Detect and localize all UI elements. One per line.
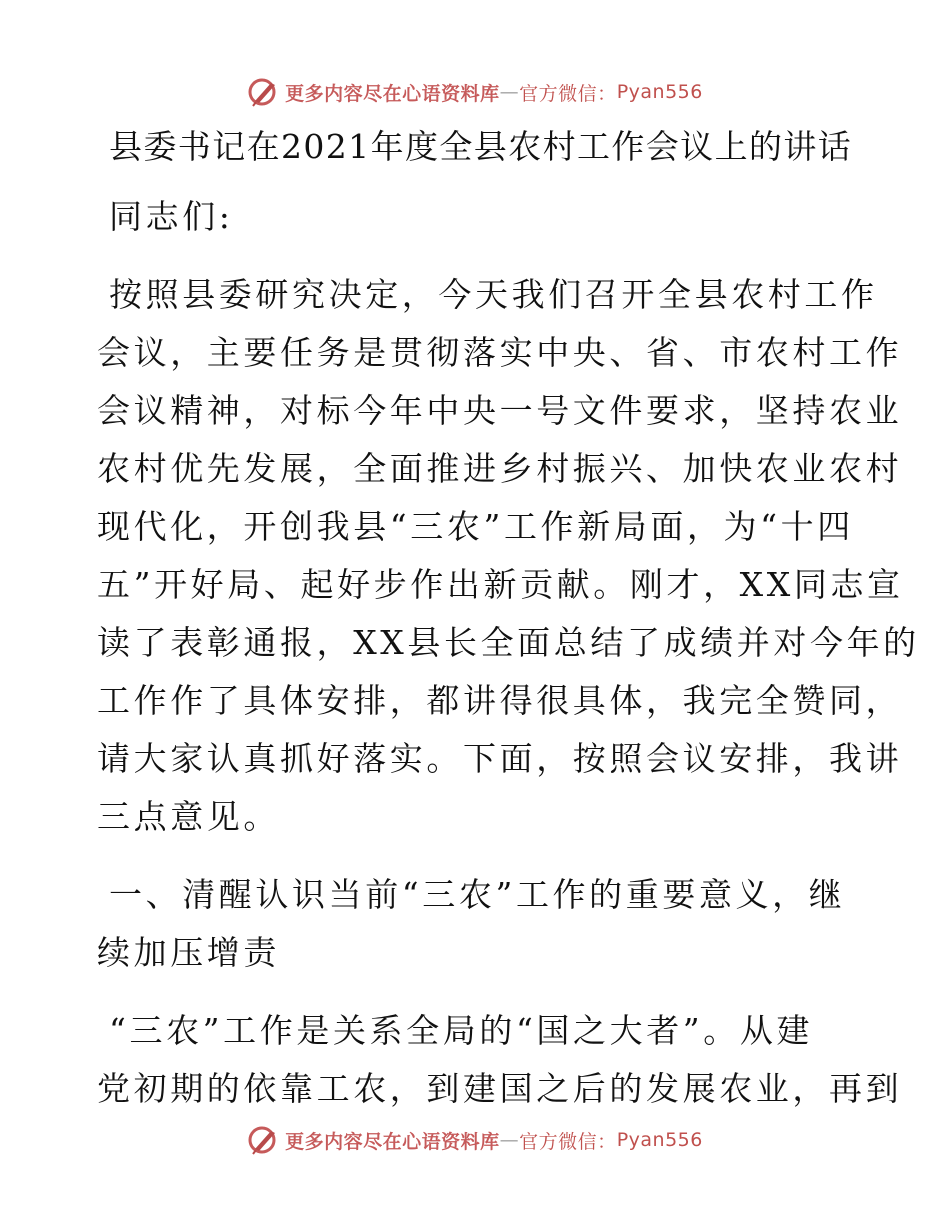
paragraph-1 [97, 266, 920, 846]
quill-pen-logo-icon [247, 1123, 281, 1157]
paragraph-line: 三点意见。 [97, 797, 280, 836]
heading-line: 续加压增责 [97, 933, 280, 972]
paragraph-2 [97, 1002, 903, 1118]
paragraph-line: 按照县委研究决定，今天我们召开全县农村工作 [109, 275, 878, 314]
paragraph-line: 读了表彰通报，XX县长全面总结了成绩并对今年的 [97, 623, 920, 662]
header-watermark-banner [0, 72, 950, 112]
section-heading-1 [97, 866, 857, 982]
paragraph-line: 现代化，开创我县“三农”工作新局面，为“十四 [97, 507, 854, 546]
banner-contact-prefix: 官方微信： [519, 1130, 617, 1153]
document-body [97, 118, 920, 1118]
paragraph-line: “三农”工作是关系全局的“国之大者”。从建 [109, 1011, 814, 1050]
paragraph-line: 五”开好局、起好步作出新贡献。刚才，XX同志宣 [97, 565, 904, 604]
quill-pen-logo-icon [247, 75, 281, 109]
heading-line: 一、清醒认识当前“三农”工作的重要意义，继 [109, 875, 846, 914]
paragraph-line: 会议精神，对标今年中央一号文件要求，坚持农业 [97, 391, 903, 430]
banner-contact-prefix: 官方微信： [519, 82, 617, 105]
document-title: 县委书记在2021年度全县农村工作会议上的讲话 [109, 127, 853, 166]
paragraph-line: 农村优先发展，全面推进乡村振兴、加快农业农村 [97, 449, 903, 488]
paragraph-line: 请大家认真抓好落实。下面，按照会议安排，我讲 [97, 739, 903, 778]
banner-dash: — [499, 1129, 520, 1151]
footer-watermark-banner [0, 1120, 950, 1160]
salutation: 同志们: [109, 197, 234, 236]
banner-brand-text: 更多内容尽在心语资料库 [285, 1130, 500, 1153]
banner-contact-id: Pyan556 [616, 81, 703, 103]
banner-brand-text: 更多内容尽在心语资料库 [285, 82, 500, 105]
paragraph-line: 会议，主要任务是贯彻落实中央、省、市农村工作 [97, 333, 903, 372]
paragraph-line: 工作作了具体安排，都讲得很具体，我完全赞同， [97, 681, 903, 720]
paragraph-line: 党初期的依靠工农，到建国之后的发展农业，再到 [97, 1069, 903, 1108]
banner-contact-id: Pyan556 [616, 1129, 703, 1151]
banner-dash: — [499, 81, 520, 103]
